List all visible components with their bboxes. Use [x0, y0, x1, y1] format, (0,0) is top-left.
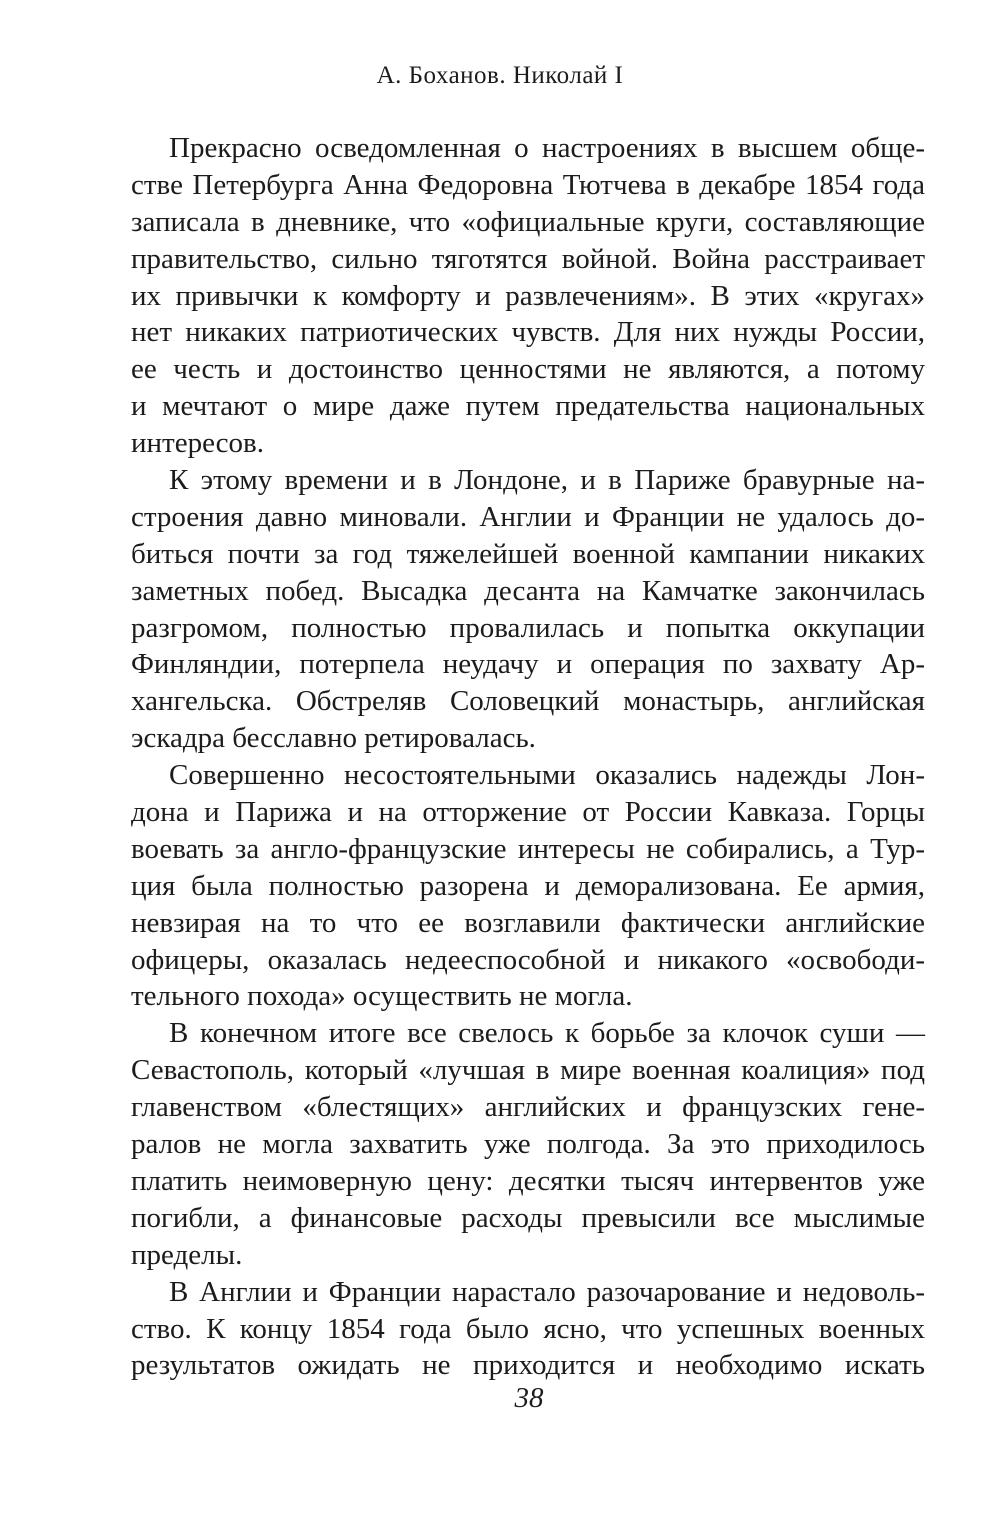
text-line: дона и Парижа и на отторжение от России Кавказа. Горцы	[131, 796, 925, 829]
paragraph	[131, 1015, 925, 1273]
text-line: В Англии и Франции нарастало разочарование и недоволь-	[169, 1275, 925, 1308]
text-line: интересов.	[131, 427, 264, 460]
page-number: 38	[514, 1382, 544, 1414]
text-line: В конечном итоге все свелось к борьбе за клочок суши —	[169, 1017, 925, 1050]
text-line: главенством «блестящих» английских и французских гене-	[131, 1091, 925, 1124]
text-line: разгромом, полностью провалилась и попытка оккупации	[131, 611, 925, 644]
text-line: Совершенно несостоятельными оказались надежды Лон-	[169, 759, 925, 792]
paragraph	[131, 130, 925, 462]
text-line: ралов не могла захватить уже полгода. За это приходилось	[131, 1128, 925, 1161]
paragraph	[131, 462, 925, 757]
text-line: результатов ожидать не приходится и необходимо искать	[131, 1349, 925, 1382]
text-line: К этому времени и в Лондоне, и в Париже бравурные на-	[169, 464, 925, 497]
text-line: их привычки к комфорту и развлечениям». В этих «кругах»	[131, 279, 925, 312]
text-line: эскадра бесславно ретировалась.	[131, 722, 536, 755]
text-line: нет никаких патриотических чувств. Для них нужды России,	[131, 316, 925, 349]
body-text	[131, 130, 925, 1384]
paragraph	[131, 757, 925, 1015]
text-line: тельного похода» осуществить не могла.	[131, 980, 633, 1013]
text-line: платить неимоверную цену: десятки тысяч интервентов уже	[131, 1164, 925, 1197]
text-line: Финляндии, потерпела неудачу и операция по захвату Ар-	[131, 648, 925, 681]
text-line: и мечтают о мире даже путем предательства национальных	[131, 390, 925, 423]
text-line: ее честь и достоинство ценностями не являются, а потому	[131, 353, 925, 386]
text-line: заметных побед. Высадка десанта на Камчатке закончилась	[131, 574, 925, 607]
paragraph	[131, 1274, 925, 1385]
text-line: невзирая на то что ее возглавили фактически английские	[131, 906, 925, 939]
text-line: биться почти за год тяжелейшей военной кампании никаких	[131, 537, 925, 570]
text-line: стве Петербурга Анна Федоровна Тютчева в декабре 1854 года	[131, 168, 925, 201]
text-line: правительство, сильно тяготятся войной. Война расстраивает	[131, 242, 925, 275]
text-line: строения давно миновали. Англии и Франции не удалось до-	[131, 500, 925, 533]
running-head: А. Боханов. Николай I	[376, 62, 624, 89]
text-line: погибли, а финансовые расходы превысили все мыслимые	[131, 1201, 925, 1234]
text-line: ция была полностью разорена и деморализована. Ее армия,	[131, 869, 925, 902]
text-line: Прекрасно осведомленная о настроениях в высшем обще-	[169, 132, 925, 164]
text-line: пределы.	[131, 1238, 243, 1271]
text-line: офицеры, оказалась недееспособной и никакого «освободи-	[131, 943, 925, 976]
text-line: хангельска. Обстреляв Соловецкий монастырь, английская	[131, 685, 925, 718]
text-line: записала в дневнике, что «официальные круги, составляющие	[131, 205, 925, 238]
text-line: воевать за англо-французские интересы не собирались, а Тур-	[131, 832, 925, 865]
text-line: Севастополь, который «лучшая в мире военная коалиция» под	[131, 1054, 925, 1087]
text-line: ство. К концу 1854 года было ясно, что успешных военных	[131, 1312, 925, 1345]
